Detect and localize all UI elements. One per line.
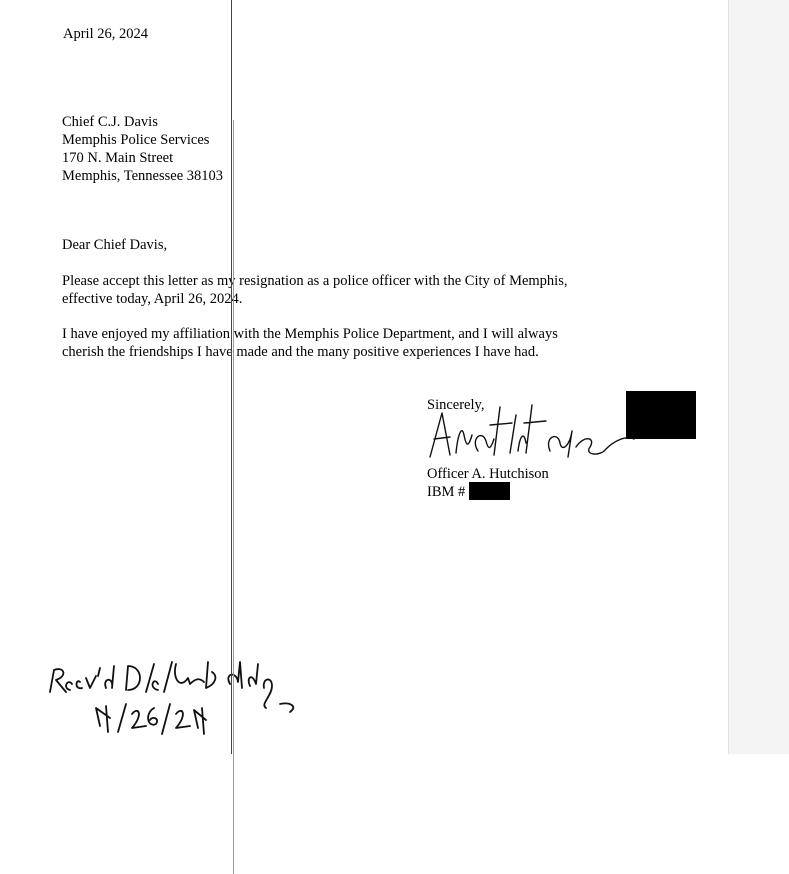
redaction-box	[626, 391, 696, 439]
scan-fold-line	[233, 120, 234, 874]
recipient-street: 170 N. Main Street	[62, 150, 174, 166]
paragraph-resignation-line1: Please accept this letter as my resignation as a police officer with the City of Memphis,	[62, 273, 568, 289]
paragraph-appreciation	[62, 325, 558, 361]
ibm-number-label: IBM #	[427, 484, 466, 500]
scan-fold-line	[231, 0, 232, 754]
paragraph-appreciation-line1: I have enjoyed my affiliation with the Memphis Police Department, and I will always	[62, 326, 558, 342]
signature	[420, 395, 650, 470]
recipient-name: Chief C.J. Davis	[62, 114, 158, 130]
closing: Sincerely,	[427, 397, 485, 413]
paragraph-appreciation-line2: cherish the friendships I have made and the many positive experiences I have had.	[62, 344, 539, 360]
paragraph-resignation-line2: effective today, April 26, 2024.	[62, 291, 243, 307]
recipient-address	[62, 113, 223, 185]
signer-name: Officer A. Hutchison	[427, 466, 549, 482]
viewer-margin	[728, 0, 789, 754]
redaction-box	[469, 482, 510, 500]
handwritten-note-line2	[90, 700, 93, 718]
recipient-city: Memphis, Tennessee 38103	[62, 168, 224, 184]
paragraph-resignation	[62, 272, 567, 308]
handwritten-note-line1	[52, 668, 56, 686]
salutation: Dear Chief Davis,	[62, 237, 168, 253]
letter-date: April 26, 2024	[63, 26, 148, 42]
recipient-organization: Memphis Police Services	[62, 132, 210, 148]
handwritten-received-note	[40, 648, 310, 738]
